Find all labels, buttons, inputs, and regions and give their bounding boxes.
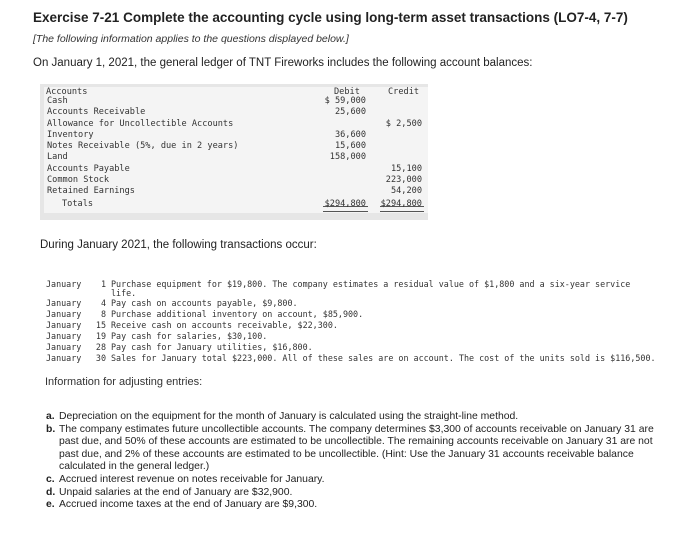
debit-amount: 36,600 <box>334 130 366 140</box>
adjusting-entry-item <box>46 411 666 424</box>
transaction-day: 8 <box>100 309 106 319</box>
transaction-month: January <box>46 353 82 363</box>
adjusting-entry-item <box>46 499 666 512</box>
credit-amount: $ 2,500 <box>385 119 422 129</box>
transaction-line <box>46 331 267 342</box>
debit-amount: 158,000 <box>329 152 366 162</box>
transaction-day: 28 <box>95 342 106 352</box>
transaction-line <box>46 342 313 353</box>
ledger-row <box>40 119 428 130</box>
adjusting-entry-label: b. <box>46 423 56 435</box>
account-name: Common Stock <box>47 175 110 185</box>
account-name: Accounts Payable <box>47 164 130 174</box>
transaction-line <box>46 320 338 331</box>
adjusting-entry-item <box>46 474 666 487</box>
ledger-row <box>40 130 428 141</box>
account-name: Land <box>47 152 68 162</box>
account-name: Notes Receivable (5%, due in 2 years) <box>47 141 239 151</box>
adjusting-entry-text: Accrued income taxes at the end of January are $9,300. <box>59 499 318 511</box>
general-ledger-table <box>40 84 428 220</box>
account-name: Cash <box>47 96 68 106</box>
adjusting-entry-text: Depreciation on the equipment for the month of January is calculated using the straight-line method. <box>59 411 519 422</box>
transactions-intro: During January 2021, the following transactions occur: <box>40 239 317 251</box>
adjusting-info-header: Information for adjusting entries: <box>45 376 203 388</box>
ledger-row <box>40 141 428 152</box>
transaction-text: Purchase additional inventory on account, $85,900. <box>111 309 364 319</box>
transaction-text: Pay cash for salaries, $30,100. <box>111 331 268 341</box>
ledger-row <box>40 107 428 118</box>
ledger-row <box>40 175 428 186</box>
transaction-day: 4 <box>100 298 106 308</box>
adjusting-entry-item <box>46 487 666 500</box>
ledger-row <box>40 164 428 175</box>
account-name: Accounts Receivable <box>47 107 146 117</box>
intro-text: On January 1, 2021, the general ledger of TNT Fireworks includes the following account balances: <box>33 57 533 69</box>
credit-amount: 223,000 <box>385 175 422 185</box>
header-debit: Debit <box>334 87 360 97</box>
adjusting-entry-text: The company estimates future uncollectible accounts. The company determines $3,300 of accounts receivable on January 31 are past due, and 50% of these accounts are estimated to be uncollectible. The remaining accounts receivable on January 31 are not past due, and 2% of these accounts are estimated to be uncollectible. (Hint: Use the January 31 accounts receivable balance calculated in the general ledger.) <box>59 423 654 473</box>
header-credit: Credit <box>388 87 420 97</box>
totals-debit: $294,800 <box>324 199 366 209</box>
adjusting-entry-text: Accrued interest revenue on notes receivable for January. <box>59 473 325 485</box>
transaction-month: January <box>46 309 82 319</box>
transaction-text: Sales for January total $223,000. All of these sales are on account. The cost of the units sold is $116,500. <box>111 353 656 363</box>
adjusting-entry-label: d. <box>46 486 56 498</box>
transaction-day: 15 <box>95 320 106 330</box>
transaction-text: Purchase equipment for $19,800. The company estimates a residual value of $1,800 and a six-year service <box>111 279 631 289</box>
instruction-note: [The following information applies to the questions displayed below.] <box>33 33 349 45</box>
transaction-text: Pay cash on accounts payable, $9,800. <box>111 298 298 308</box>
transaction-month: January <box>46 342 82 352</box>
transaction-month: January <box>46 279 82 289</box>
totals-label: Totals <box>62 199 94 209</box>
transaction-day: 1 <box>100 279 106 289</box>
totals-row <box>40 199 428 210</box>
transaction-month: January <box>46 298 82 308</box>
adjusting-entries-list <box>46 411 666 512</box>
ledger-row <box>40 152 428 163</box>
transaction-line <box>46 298 298 309</box>
adjusting-entry-label: e. <box>46 499 55 511</box>
debit-amount: 25,600 <box>334 107 366 117</box>
account-name: Retained Earnings <box>47 186 135 196</box>
ledger-row <box>40 96 428 107</box>
totals-credit: $294,800 <box>380 199 422 209</box>
account-name: Inventory <box>47 130 94 140</box>
transaction-text: Pay cash for January utilities, $16,800. <box>111 342 313 352</box>
account-name: Allowance for Uncollectible Accounts <box>47 119 234 129</box>
credit-total-rule-bottom <box>380 211 424 212</box>
transaction-text: Receive cash on accounts receivable, $22,300. <box>111 320 338 330</box>
adjusting-entry-item <box>46 424 666 474</box>
transaction-continuation: life. <box>111 288 137 298</box>
exercise-title: Exercise 7-21 Complete the accounting cycle using long-term asset transactions (LO7-4, 7-7) <box>33 10 628 25</box>
header-accounts: Accounts <box>46 87 88 97</box>
debit-total-rule-bottom <box>323 211 368 212</box>
transaction-month: January <box>46 320 82 330</box>
debit-amount: 15,600 <box>334 141 366 151</box>
adjusting-entry-text: Unpaid salaries at the end of January are $32,900. <box>59 486 293 498</box>
credit-amount: 54,200 <box>390 186 422 196</box>
transaction-day: 19 <box>95 331 106 341</box>
credit-amount: 15,100 <box>390 164 422 174</box>
transaction-line <box>46 309 363 320</box>
transaction-day: 30 <box>95 353 106 363</box>
transaction-month: January <box>46 331 82 341</box>
transaction-line <box>46 353 656 364</box>
adjusting-entry-label: c. <box>46 473 55 485</box>
adjusting-entry-label: a. <box>46 411 55 422</box>
ledger-row <box>40 186 428 197</box>
debit-amount: $ 59,000 <box>324 96 366 106</box>
